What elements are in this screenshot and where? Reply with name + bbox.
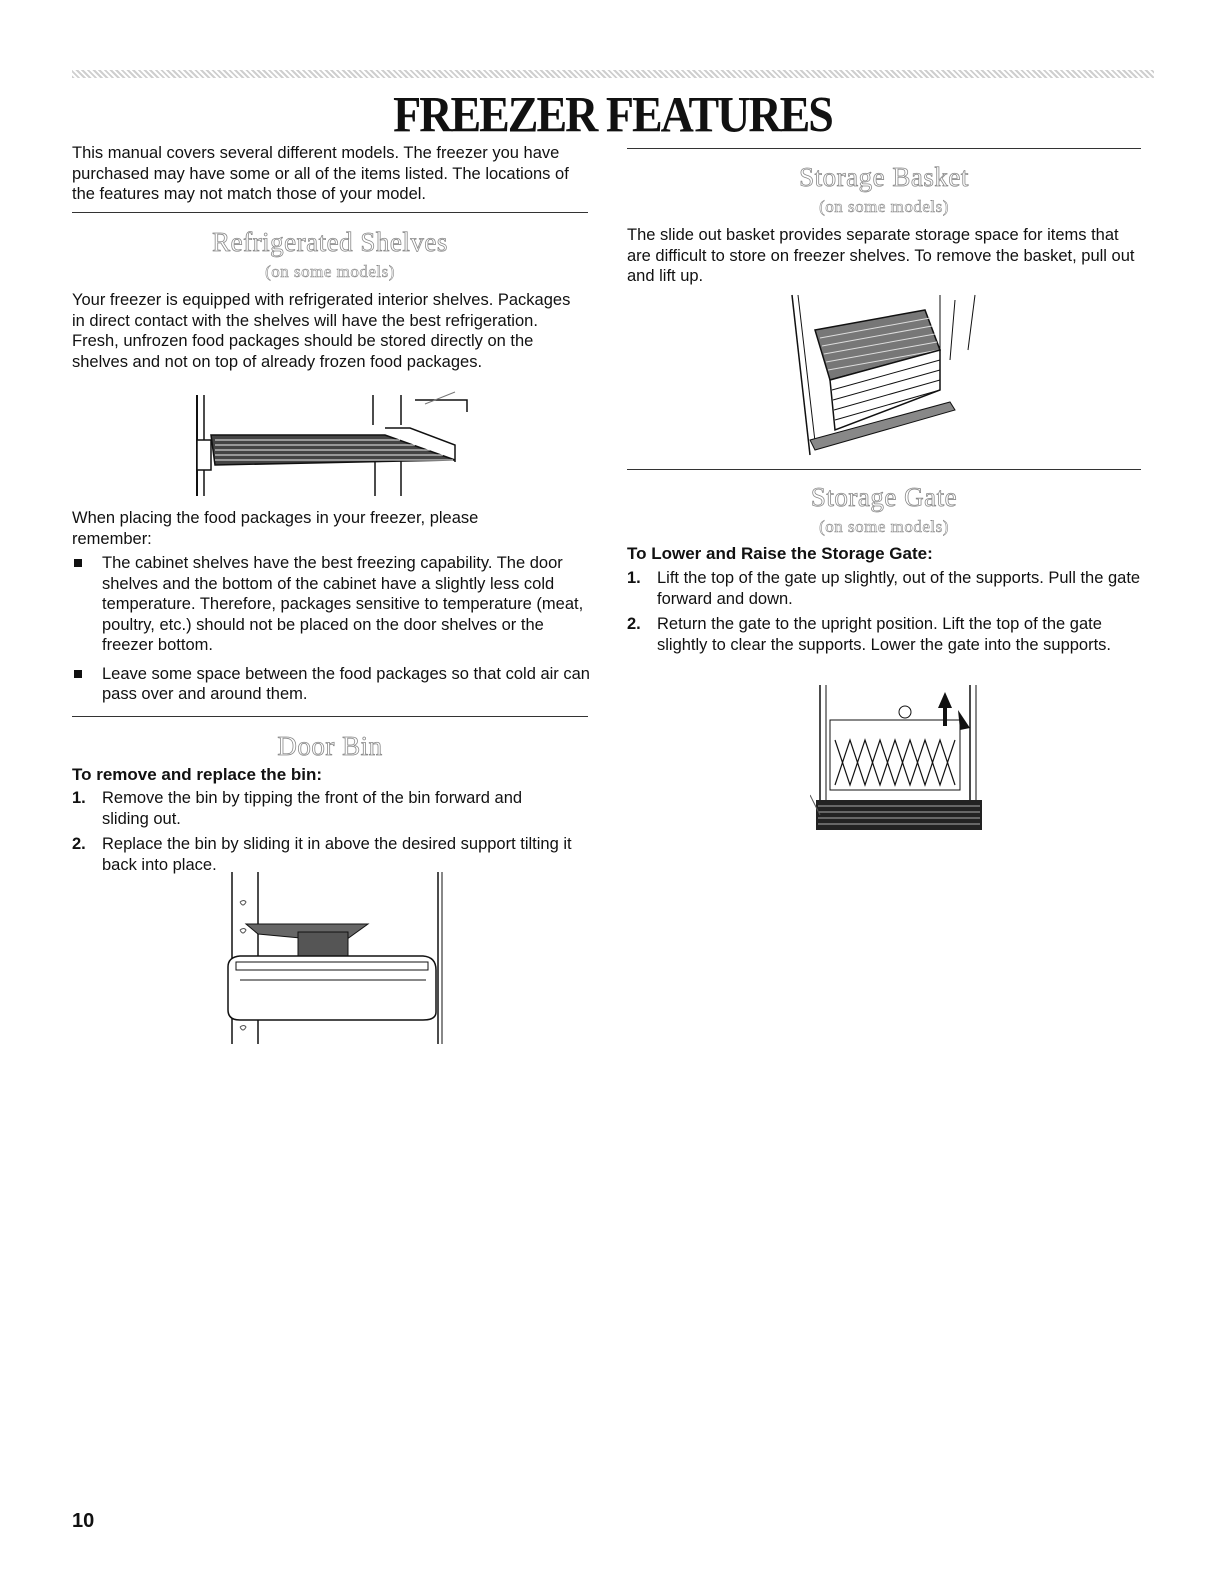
list-item: 2. Return the gate to the upright position. Lift the top of the gate slightly to clear the supports. Lower the gate into the supports.	[627, 615, 1112, 654]
list-item: 2. Replace the bin by sliding it in above the desired support tilting it back into place.	[72, 835, 572, 874]
storage-gate-steps	[627, 568, 1141, 663]
remember-text: When placing the food packages in your freezer, please remember:	[72, 509, 479, 548]
divider	[627, 469, 1141, 470]
storage-gate-instructions-title: To Lower and Raise the Storage Gate:	[627, 544, 933, 563]
list-item: 1. Lift the top of the gate up slightly, out of the supports. Pull the gate forward and down.	[627, 569, 1141, 608]
divider	[72, 212, 588, 213]
storage-gate-illustration	[810, 680, 985, 845]
top-decorative-band	[72, 70, 1154, 78]
storage-basket-subheading: (on some models)	[819, 197, 949, 216]
page-number: 10	[72, 1510, 95, 1532]
storage-gate-heading: Storage Gate	[810, 482, 958, 512]
bullet-icon	[74, 559, 82, 567]
list-item: 1. Remove the bin by tipping the front of the bin forward and sliding out.	[72, 789, 523, 828]
door-bin-instructions-title: To remove and replace the bin:	[72, 765, 323, 784]
refrigerated-shelves-subheading: (on some models)	[265, 262, 395, 281]
divider	[627, 148, 1141, 149]
divider	[72, 716, 588, 717]
storage-basket-text: The slide out basket provides separate storage space for items that are difficult to store on freezer shelves. To remove the basket, pull out and lift up.	[627, 226, 1135, 285]
storage-basket-heading: Storage Basket	[799, 162, 969, 192]
refrigerated-shelves-heading: Refrigerated Shelves	[212, 227, 448, 257]
remember-bullet-list	[72, 553, 592, 713]
door-bin-illustration	[218, 872, 450, 1047]
intro-text: This manual covers several different models. The freezer you have purchased may have some or all of the items listed. The locations of the features may not match those of your model.	[72, 144, 569, 203]
refrigerated-shelf-illustration	[185, 390, 470, 500]
bullet-icon	[74, 670, 82, 678]
list-item: The cabinet shelves have the best freezing capability. The door shelves and the bottom of the cabinet have a slightly less cold temperature. Therefore, packages sensitive to temperature (meat, poultry, etc.) should not be placed on the door shelves or the freezer bottom.	[72, 553, 592, 656]
storage-gate-subheading: (on some models)	[819, 517, 949, 536]
page-title: FREEZER FEATURES	[393, 86, 832, 143]
list-item: Leave some space between the food packages so that cold air can pass over and around them.	[72, 664, 592, 705]
refrigerated-shelves-text: Your freezer is equipped with refrigerated interior shelves. Packages in direct contact with the shelves will have the best refrigeration. Fresh, unfrozen food packages should be stored directly on the shelves and not on top of already frozen food packages.	[72, 291, 571, 371]
door-bin-heading: Door Bin	[277, 731, 383, 761]
storage-basket-illustration	[790, 290, 990, 460]
door-bin-steps	[72, 788, 572, 883]
